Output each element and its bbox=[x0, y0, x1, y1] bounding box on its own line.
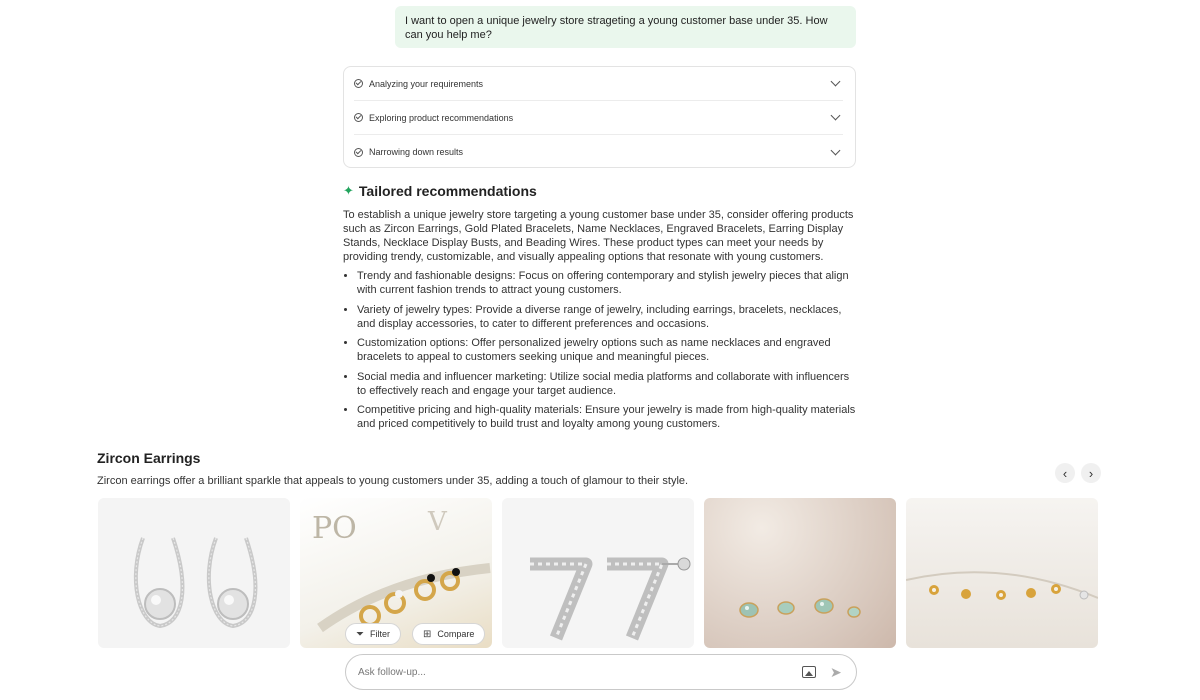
user-message-bubble bbox=[395, 6, 856, 48]
follow-up-composer bbox=[345, 654, 857, 690]
product-card-green-opal-earrings[interactable] bbox=[704, 498, 896, 648]
check-circle-icon bbox=[354, 113, 363, 122]
answer-title: Tailored recommendations bbox=[358, 183, 537, 199]
step-label: Exploring product recommendations bbox=[369, 112, 514, 123]
step-label: Analyzing your requirements bbox=[369, 78, 484, 89]
carousel-next-button[interactable]: › bbox=[1081, 463, 1101, 483]
sparkle-icon: ✦ bbox=[343, 183, 354, 198]
image-upload-icon[interactable] bbox=[802, 666, 816, 678]
check-circle-icon bbox=[354, 148, 363, 157]
earring-image bbox=[502, 498, 694, 648]
follow-up-input[interactable] bbox=[358, 667, 802, 678]
step-narrowing[interactable] bbox=[354, 135, 843, 169]
check-circle-icon bbox=[354, 79, 363, 88]
assistant-answer bbox=[343, 180, 856, 437]
product-card-gold-heart-earrings[interactable] bbox=[906, 498, 1098, 648]
chevron-down-icon[interactable] bbox=[831, 145, 841, 155]
reasoning-steps-panel bbox=[343, 66, 856, 168]
product-card-silver-crossover-earrings[interactable] bbox=[98, 498, 290, 648]
step-label: Narrowing down results bbox=[369, 147, 464, 157]
product-carousel bbox=[98, 498, 1098, 648]
list-item: • Trendy and fashionable designs: Focus on offering contemporary and stylish jewelry pieces that align with current fashion trends to attract young customers. bbox=[357, 269, 856, 297]
compare-button[interactable] bbox=[412, 623, 485, 645]
answer-intro: To establish a unique jewelry store targeting a young customer base under 35, consider offering products such as Zircon Earrings, Gold Plated Bracelets, Name Necklaces, Engraved Bracelets, Earring Display Stands, Necklace Display Busts, and Beading Wires. These product types can meet your needs by providing trendy, customizable, and visually appealing options that resonate with young customers. bbox=[343, 209, 854, 263]
earring-image bbox=[98, 498, 290, 648]
list-item: • Variety of jewelry types: Provide a diverse range of jewelry, including earrings, bracelets, necklaces, and display accessories, to cater to different preferences and occasions. bbox=[357, 303, 856, 331]
chevron-down-icon[interactable] bbox=[831, 77, 841, 87]
filter-icon: ⏷ bbox=[356, 628, 364, 640]
svg-text:PO: PO bbox=[312, 511, 357, 546]
step-exploring[interactable] bbox=[354, 101, 843, 135]
earring-image bbox=[704, 498, 896, 648]
filter-button[interactable] bbox=[345, 623, 401, 645]
earring-image bbox=[906, 498, 1098, 648]
carousel-nav bbox=[1055, 463, 1101, 483]
list-item: • Competitive pricing and high-quality materials: Ensure your jewelry is made from high-quality materials and priced competitively to build trust and loyalty among young customers. bbox=[357, 403, 856, 431]
send-icon[interactable]: ➤ bbox=[830, 664, 842, 680]
compare-icon: ⊞ bbox=[423, 628, 432, 640]
chevron-down-icon[interactable] bbox=[831, 111, 841, 121]
list-item: • Social media and influencer marketing: Utilize social media platforms and collaborate with influencers to effectively reach and engage your target audience. bbox=[357, 370, 856, 398]
user-message-text: I want to open a unique jewelry store strageting a young customer base under 35. How can you help me? bbox=[405, 15, 828, 41]
list-item: • Customization options: Offer personalized jewelry options such as name necklaces and engraved bracelets to appeal to customers seeking unique and meaningful pieces. bbox=[357, 336, 856, 364]
recommendation-list bbox=[343, 269, 856, 431]
section-subtitle: Zircon earrings offer a brilliant sparkle that appeals to young customers under 35, adding a touch of glamour to their style. bbox=[97, 475, 689, 487]
svg-text:V: V bbox=[428, 507, 447, 537]
product-section-header bbox=[97, 450, 1101, 487]
filter-label: Filter bbox=[370, 629, 390, 639]
section-title: Zircon Earrings bbox=[97, 450, 201, 466]
product-card-number-77-earrings[interactable] bbox=[502, 498, 694, 648]
carousel-prev-button[interactable]: ‹ bbox=[1055, 463, 1075, 483]
compare-label: Compare bbox=[437, 629, 475, 639]
step-analyzing[interactable] bbox=[354, 67, 843, 101]
answer-title-row bbox=[343, 180, 856, 202]
